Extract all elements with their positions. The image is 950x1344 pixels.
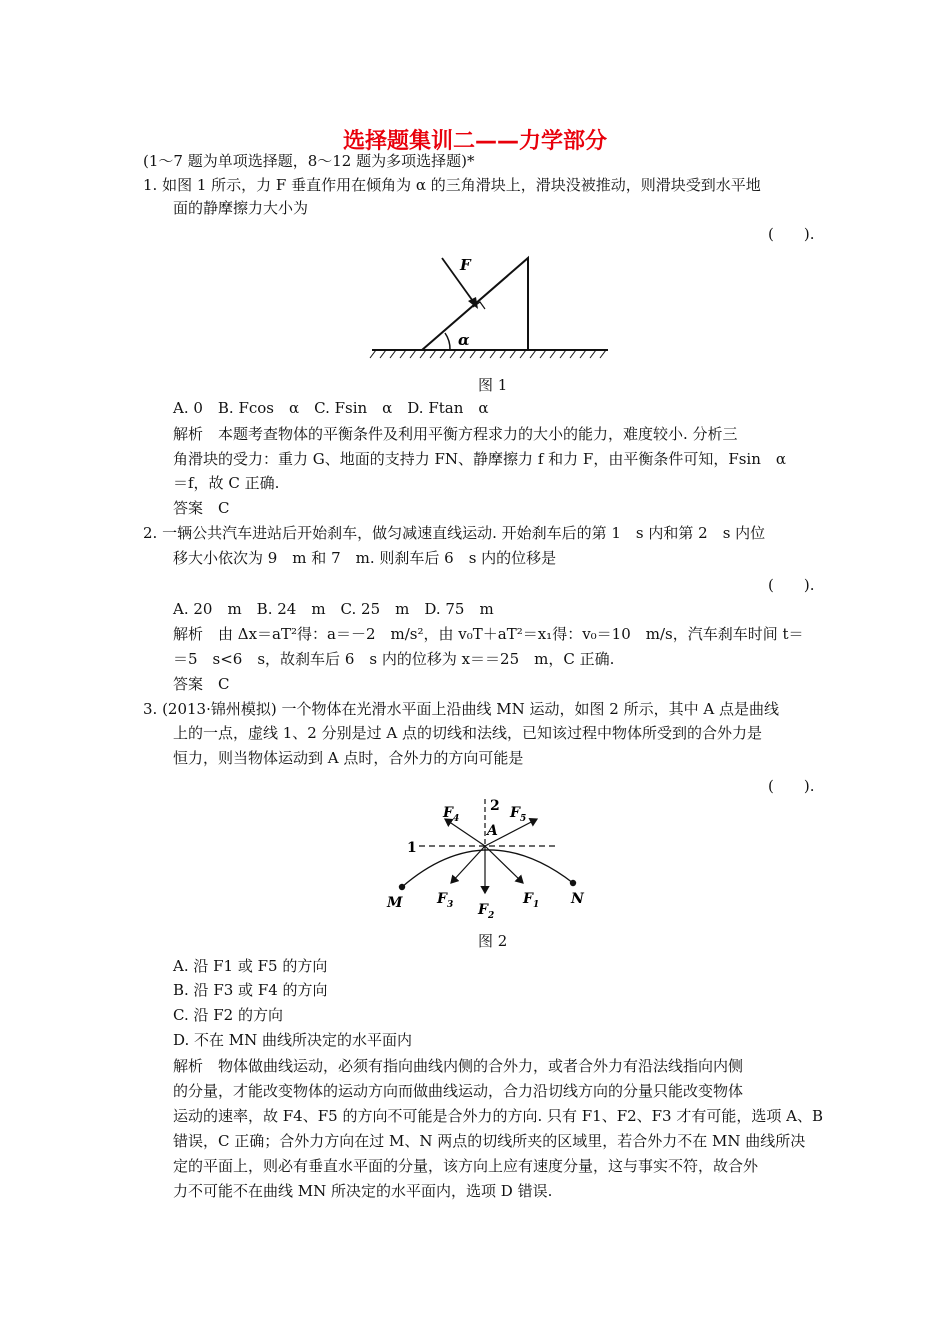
figure-2-diagram xyxy=(375,795,605,925)
q2-analysis-line1: 解析 由 Δx＝aT²得：a＝－2 m/s²，由 v₀T＋aT²＝x₁得：v₀＝10 m/s，汽车刹车时间 t＝ xyxy=(173,625,804,643)
force-f1-label: $F_1$ xyxy=(523,891,540,910)
q2-stem-line1: 2. 一辆公共汽车进站后开始刹车，做匀减速直线运动. 开始刹车后的第 1 s 内和第 2 s 内位 xyxy=(143,524,766,542)
point-n-dot xyxy=(570,880,576,886)
figure-1-caption: 图 1 xyxy=(478,376,508,394)
point-m-label: M xyxy=(387,895,403,911)
q3-analysis-line3: 运动的速率，故 F4、F5 的方向不可能是合外力的方向. 只有 F1、F2、F3 才有可能，选项 A、B xyxy=(173,1107,823,1125)
q2-answer: 答案 C xyxy=(173,675,230,693)
force-f4-label: $F_4$ xyxy=(443,805,460,824)
force-f5-label: $F_5$ xyxy=(510,805,527,824)
intro-note: (1～7 题为单项选择题，8～12 题为多项选择题)* xyxy=(143,152,475,170)
force-f-label: F xyxy=(460,256,471,274)
force-f3-label: $F_3$ xyxy=(437,891,454,910)
force-f-arrowhead xyxy=(468,297,478,309)
q3-option-b: B. 沿 F3 或 F4 的方向 xyxy=(173,981,328,999)
line-2-label: 2 xyxy=(490,798,500,814)
q1-analysis-line3: ＝f，故 C 正确. xyxy=(173,474,280,492)
point-m-dot xyxy=(399,884,405,890)
q3-stem-line3: 恒力，则当物体运动到 A 点时，合外力的方向可能是 xyxy=(173,749,524,767)
figure-2-caption: 图 2 xyxy=(478,932,508,950)
q3-stem-line1: 3. (2013·锦州模拟) 一个物体在光滑水平面上沿曲线 MN 运动，如图 2 所示，其中 A 点是曲线 xyxy=(143,700,779,718)
page-title: 选择题集训二——力学部分 xyxy=(342,129,607,154)
q1-options: A. 0 B. Fcos α C. Fsin α D. Ftan α xyxy=(173,399,489,417)
q2-stem-line2: 移大小依次为 9 m 和 7 m. 则刹车后 6 s 内的位移是 xyxy=(173,549,557,567)
q1-answer: 答案 C xyxy=(173,499,230,517)
force-f2-label: $F_2$ xyxy=(478,902,495,921)
q3-analysis-line1: 解析 物体做曲线运动，必须有指向曲线内侧的合外力，或者合外力有沿法线指向内侧 xyxy=(173,1057,744,1075)
q3-answer-bracket: ( ). xyxy=(768,777,815,795)
force-f4-arrow xyxy=(445,819,485,846)
ground-hatching xyxy=(370,350,606,358)
q3-analysis-line2: 的分量，才能改变物体的运动方向而做曲线运动，合力沿切线方向的分量只能改变物体 xyxy=(173,1082,744,1100)
q3-option-c: C. 沿 F2 的方向 xyxy=(173,1006,283,1024)
q1-analysis-line1: 解析 本题考查物体的平衡条件及利用平衡方程求力的大小的能力，难度较小. 分析三 xyxy=(173,425,738,443)
q3-stem-line2: 上的一点，虚线 1、2 分别是过 A 点的切线和法线，已知该过程中物体所受到的合外力是 xyxy=(173,724,762,742)
angle-label: α xyxy=(458,331,470,349)
curve-mn xyxy=(402,850,573,887)
q3-analysis-line6: 力不可能不在曲线 MN 所决定的水平面内，选项 D 错误. xyxy=(173,1182,553,1200)
q3-option-a: A. 沿 F1 或 F5 的方向 xyxy=(173,957,328,975)
q2-options: A. 20 m B. 24 m C. 25 m D. 75 m xyxy=(173,600,494,618)
point-n-label: N xyxy=(571,891,584,907)
q1-answer-bracket: ( ). xyxy=(768,225,815,243)
angle-arc xyxy=(445,333,450,350)
line-1-label: 1 xyxy=(407,840,417,856)
q1-analysis-line2: 角滑块的受力：重力 G、地面的支持力 FN、静摩擦力 f 和力 F，由平衡条件可知，Fsin α xyxy=(173,450,787,468)
figure-1-diagram xyxy=(360,248,620,368)
q3-analysis-line4: 错误，C 正确；合外力方向在过 M、N 两点的切线所夹的区域里，若合外力不在 MN 曲线所决 xyxy=(173,1132,806,1150)
q3-analysis-line5: 定的平面上，则必有垂直水平面的分量，该方向上应有速度分量，这与事实不符，故合外 xyxy=(173,1157,759,1175)
point-a-label: A xyxy=(487,823,498,839)
q2-analysis-line2: ＝5 s<6 s，故刹车后 6 s 内的位移为 x＝＝25 m，C 正确. xyxy=(173,650,615,668)
q2-answer-bracket: ( ). xyxy=(768,576,815,594)
q3-option-d: D. 不在 MN 曲线所决定的水平面内 xyxy=(173,1031,413,1049)
q1-stem-line1: 1. 如图 1 所示，力 F 垂直作用在倾角为 α 的三角滑块上，滑块没被推动，则滑块受到水平地 xyxy=(143,176,761,194)
q1-stem-line2: 面的静摩擦力大小为 xyxy=(173,199,309,217)
